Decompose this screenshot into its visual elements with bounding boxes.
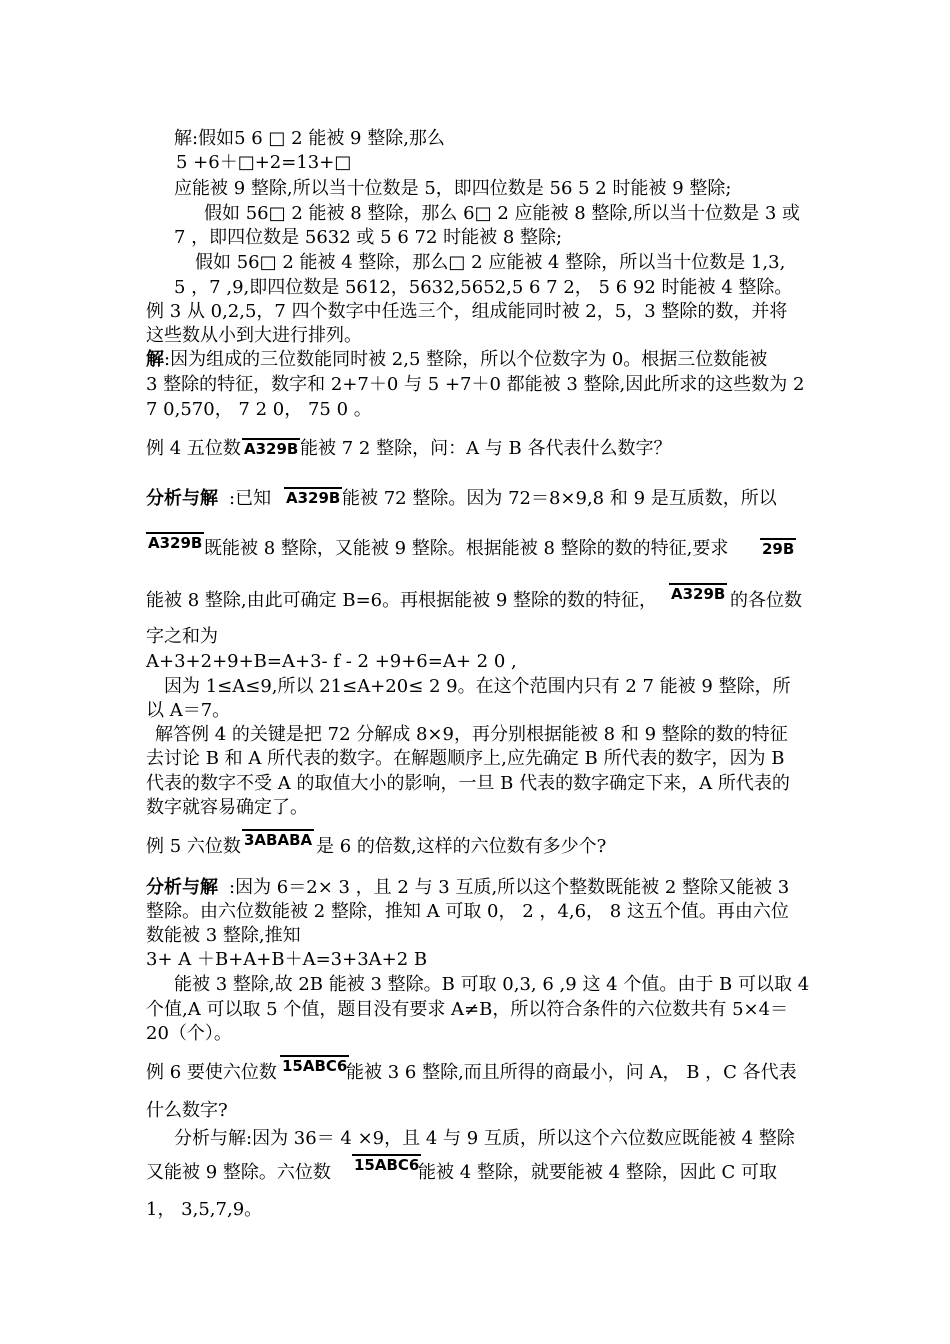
text-line: 能被 3 整除,故 2B 能被 3 整除。B 可取 0,3, 6 ,9 这 4 个值。由于 B 可以取 4 [174,974,810,995]
text-line: 什么数字? [146,1100,228,1121]
text-line: :因为组成的三位数能同时被 2,5 整除，所以个位数字为 0。根据三位数能被 [164,349,768,370]
overline-number-15abc6: 15ABC6 [354,1156,420,1174]
overline-number-3ababa: 3ABABA [244,831,313,849]
overline-number-a329b: A329B [148,534,203,552]
text-line: 5 +6＋□+2=13+□ [176,152,352,173]
text-line: 因为 1≤A≤9,所以 21≤A+20≤ 2 9。在这个范围内只有 2 7 能被 9 整除，所 [164,676,791,697]
text-line: :因为 6＝2× 3 ，且 2 与 3 互质,所以这个整数既能被 2 整除又能被 3 [229,877,790,898]
text-line: 字之和为 [146,626,218,647]
overline-number-15abc6: 15ABC6 [282,1057,348,1075]
example-6-label: 例 6 要使六位数 [146,1062,277,1083]
text-line: 能被 72 整除。因为 72＝8×9,8 和 9 是互质数，所以 [342,488,777,509]
text-line: 假如 56□ 2 能被 8 整除，那么 6□ 2 应能被 8 整除,所以当十位数是 3 或 [204,203,801,224]
overline-number-a329b: A329B [286,489,341,507]
text-line: 既能被 8 整除，又能被 9 整除。根据能被 8 整除的数的特征,要求 [204,538,729,559]
text-line: 的各位数 [730,590,802,611]
example-5-label: 例 5 六位数 [146,836,241,857]
text-line: 整除。由六位数能被 2 整除，推知 A 可取 0， 2 ，4,6， 8 这五个值。再由六位 [146,901,789,922]
text-line: 个值,A 可以取 5 个值，题目没有要求 A≠B，所以符合条件的六位数共有 5×4＝ [146,999,789,1020]
text-line: 分析与解:因为 36＝ 4 ×9，且 4 与 9 互质，所以这个六位数应既能被 4 整除 [174,1128,795,1149]
analysis-label: 分析与解 [146,488,218,509]
text-line: 能被 3 6 整除,而且所得的商最小，问 A， B ，C 各代表 [346,1062,797,1083]
overline-number-a329b: A329B [671,585,726,603]
solution-label: 解 [146,349,164,370]
text-line: 假如 56□ 2 能被 4 整除，那么□ 2 应能被 4 整除，所以当十位数是 1,3, [195,252,786,273]
text-line: 例 3 从 0,2,5，7 四个数字中任选三个，组成能同时被 2，5，3 整除的数，并将 [146,301,788,322]
text-line: 5 ，7 ,9,即四位数是 5612，5632,5652,5 6 7 2， 5 6 92 时能被 4 整除。 [174,277,793,298]
text-line: 20（个）。 [146,1023,232,1044]
text-line: 是 6 的倍数,这样的六位数有多少个? [316,836,607,857]
text-line: 能被 8 整除,由此可确定 B=6。再根据能被 9 整除的数的特征， [146,590,657,611]
text-line: 数能被 3 整除,推知 [146,925,301,946]
text-line: 7 0,570， 7 2 0， 75 0 。 [146,399,372,420]
text-line: 3+ A ＋B+A+B＋A=3+3A+2 B [146,949,428,970]
text-line: 解答例 4 的关键是把 72 分解成 8×9，再分别根据能被 8 和 9 整除的数的特征 [155,724,788,745]
analysis-label: 分析与解 [146,877,218,898]
text-line: 1， 3,5,7,9。 [146,1199,263,1220]
text-line: 3 整除的特征，数字和 2+7＋0 与 5 +7＋0 都能被 3 整除,因此所求的这些数为 2 [146,374,805,395]
text-line: 应能被 9 整除,所以当十位数是 5，即四位数是 56 5 2 时能被 9 整除; [174,178,732,199]
overline-number-29b: 29B [762,540,795,558]
text-line: 这些数从小到大进行排列。 [146,325,362,346]
text-line: A+3+2+9+B=A+3- f - 2 +9+6=A+ 2 0 , [146,651,517,672]
text-line: 又能被 9 整除。六位数 [146,1162,331,1183]
text-line: 能被 7 2 整除，问：A 与 B 各代表什么数字？ [300,438,672,459]
overline-number-a329b: A329B [244,440,299,458]
text-line: 去讨论 B 和 A 所代表的数字。在解题顺序上,应先确定 B 所代表的数字，因为 B [146,748,785,769]
text-line: 7 ，即四位数是 5632 或 5 6 72 时能被 8 整除; [174,227,563,248]
text-line: 以 A＝7。 [146,700,231,721]
text-line: 能被 4 整除，就要能被 4 整除，因此 C 可取 [418,1162,778,1183]
text-line: 解:假如5 6 □ 2 能被 9 整除,那么 [174,128,445,149]
text-line: 代表的数字不受 A 的取值大小的影响，一旦 B 代表的数字确定下来，A 所代表的 [146,773,790,794]
example-4-label: 例 4 五位数 [146,438,241,459]
text-line: 数字就容易确定了。 [146,797,308,818]
text-line: :已知 [229,488,272,509]
